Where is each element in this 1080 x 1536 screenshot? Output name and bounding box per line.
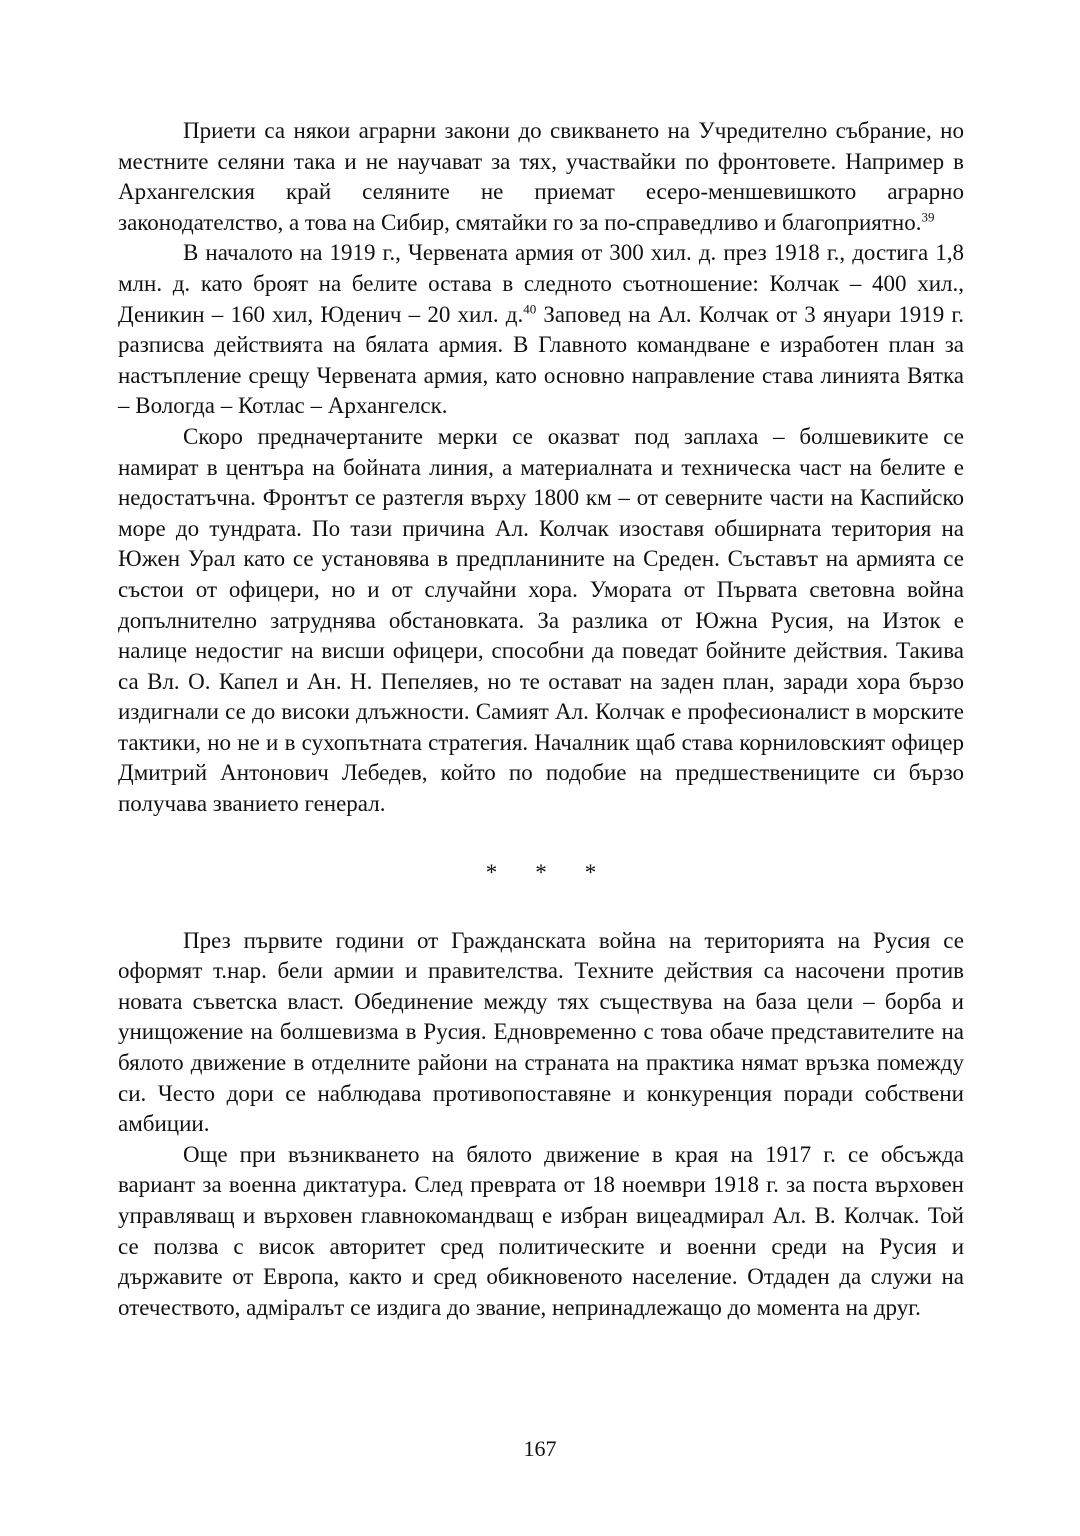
paragraph-text: Приети са някои аграрни закони до свикването на Учредително събрание, но местните селяни така и не научават за тях, участвайки по фронтовете. Например в Архангелския край селяните не приемат есеро-меншевишкото аграрно законодателство, а това на Сибир, смятайки го за по-справедливо и благоприятно.	[118, 118, 964, 235]
paragraph-text-continued: Заповед на Ал. Колчак от 3 януари 1919 г. разписва действията на бялата армия. В Главното командване е изработен план за настъпление срещу Червената армия, като основно направление става линията Вятка – Вологда – Котлас – Архангелск.	[118, 301, 964, 419]
separator-asterisk: *	[485, 859, 498, 885]
page-body	[118, 116, 964, 1323]
paragraph-text: Скоро предначертаните мерки се оказват под заплаха – болшевиките се намират в центъра на бойната линия, а материалната и техническа част на белите е недостатъчна. Фронтът се разтегля върху 1800 км – от северните части на Каспийско море до тундрата. По тази причина Ал. Колчак изоставя обширната територия на Южен Урал като се установява в предпланините на Среден. Съставът на армията се състои от офицери, но и от случайни хора. Умората от Първата световна война допълнително затруднява обстановката. За разлика от Южна Русия, на Изток е налице недостиг на висши офицери, способни да поведат бойните действия. Такива са Вл. О. Капел и Ан. Н. Пепеляев, но те остават на заден план, заради хора бързо издигнали се до високи длъжности. Самият Ал. Колчак е професионалист в морските тактики, но не и в сухопътната стратегия. Началник щаб става корниловският офицер Дмитрий Антонович Лебедев, който по подобие на предшествениците си бързо получава званието генерал.	[118, 423, 964, 817]
paragraph-text: В началото на 1919 г., Червената армия от 300 хил. д. през 1918 г., достига 1,8 млн. д. като броят на белите остава в следното съотношение: Колчак – 400 хил., Деникин – 160 хил, Юденич – 20 хил. д.	[118, 240, 964, 327]
paragraph-text: През първите години от Гражданската война на територията на Русия се оформят т.нар. бели армии и правителства. Техните действия са насочени против новата съветска власт. Обединение между тях съществува на база цели – борба и унищожение на болшевизма в Русия. Едновременно с това обаче представителите на бялото движение в отделните райони на страната на практика нямат връзка помежду си. Често дори се наблюдава противопоставяне и конкуренция поради собствени амбиции.	[118, 927, 964, 1137]
section-separator	[118, 820, 964, 926]
paragraph-military-dictatorship	[118, 1140, 964, 1324]
page-number: 167	[523, 1436, 557, 1461]
paragraph-red-army-1919	[118, 238, 964, 422]
separator-asterisk: *	[535, 859, 547, 885]
separator-asterisk: *	[584, 859, 597, 885]
paragraph-text: Още при възникването на бялото движение в края на 1917 г. се обсъжда вариант за военна диктатура. След превратa от 18 ноември 1918 г. за поста върховен управляващ и върховен главнокомандващ е избран вицеадмирал Ал. В. Колчак. Той се ползва с висок авторитет сред политическите и военни среди на Русия и държавите от Европа, както и сред обикновеното население. Отдаден да служи на отечеството, адміралът се издига до звание, непринадлежащо до момента на друг.	[118, 1141, 964, 1320]
footnote-ref-40[interactable]: 40	[523, 300, 537, 316]
footnote-ref-39[interactable]: 39	[921, 209, 935, 225]
paragraph-white-armies	[118, 926, 964, 1140]
paragraph-agrarian-laws	[118, 116, 964, 238]
paragraph-front-line	[118, 422, 964, 820]
